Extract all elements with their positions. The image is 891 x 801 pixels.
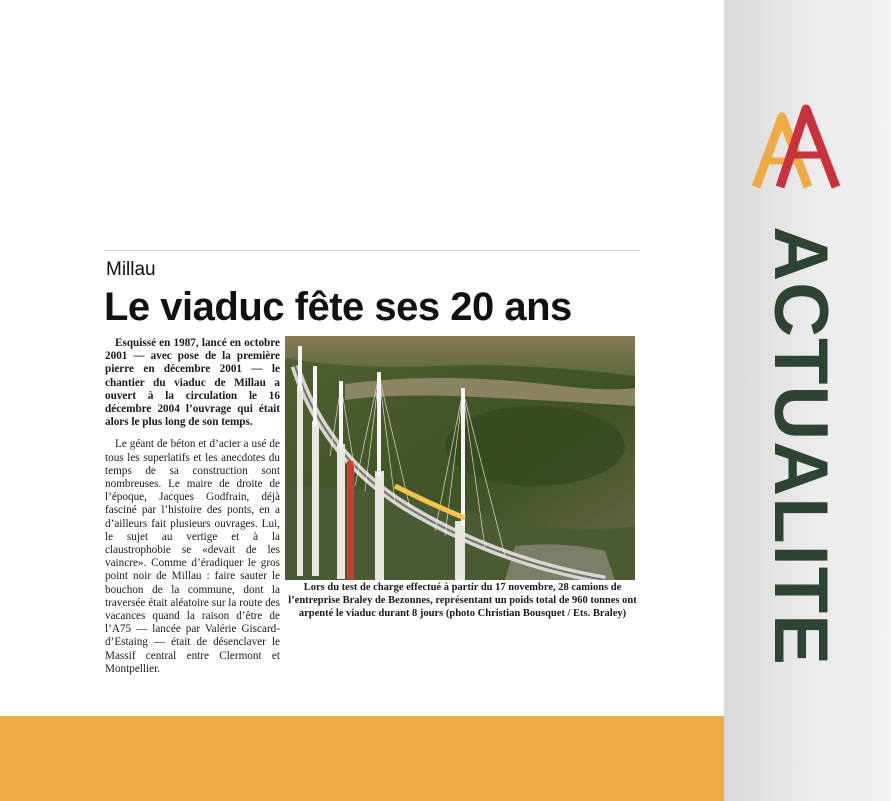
clipping-top-rule [104,250,640,251]
section-title [758,226,843,666]
section-title-text: ACTUALITE [758,226,843,666]
viaduct-photo [285,336,635,580]
article-headline: Le viaduc fête ses 20 ans [104,285,572,329]
article-body: Le géant de béton et d’acier a usé de tous les superlatifs et les anecdotes du temps de sa construction sont nombreuses. Le maire de droite de l’époque, Jacques Godfrain, déjà fasciné par l’histoire des ponts, en a d’ailleurs fait plusieurs ouvrages. Lui, le sujet au vertige et à la claustrophobie se «devait de les vaincre». Comme d’éradiquer le gros point noir de Millau : faire sauter le bouchon de la commune, dont la traversée était aléatoire sur la route des vacances quand la raison d’être de l’A75 — lancée par Valérie Giscard-d’Estaing — était de désenclaver le Massif central entre Clermont et Montpellier. [105,438,280,675]
bottom-accent-band [0,716,724,801]
article-kicker: Millau [106,259,156,280]
aa-logo-icon [752,103,842,191]
photo-caption: Lors du test de charge effectué à partir du 17 novembre, 28 camions de l’entreprise Braley de Bezonnes, représentant un poids total de 960 tonnes ont arpenté le viaduc durant 8 jours (photo Christian Bousquet / Ets. Braley) [288,582,637,619]
article-text-column [105,337,280,676]
newspaper-clipping [104,250,640,675]
article-lede: Esquissé en 1987, lancé en octobre 2001 — avec pose de la première pierre en décembre 2001 — le chantier du viaduc de Millau a ouvert à la circulation le 16 décembre 2004 l’ouvrage qui était alors le plus long de son temps. [105,337,280,429]
